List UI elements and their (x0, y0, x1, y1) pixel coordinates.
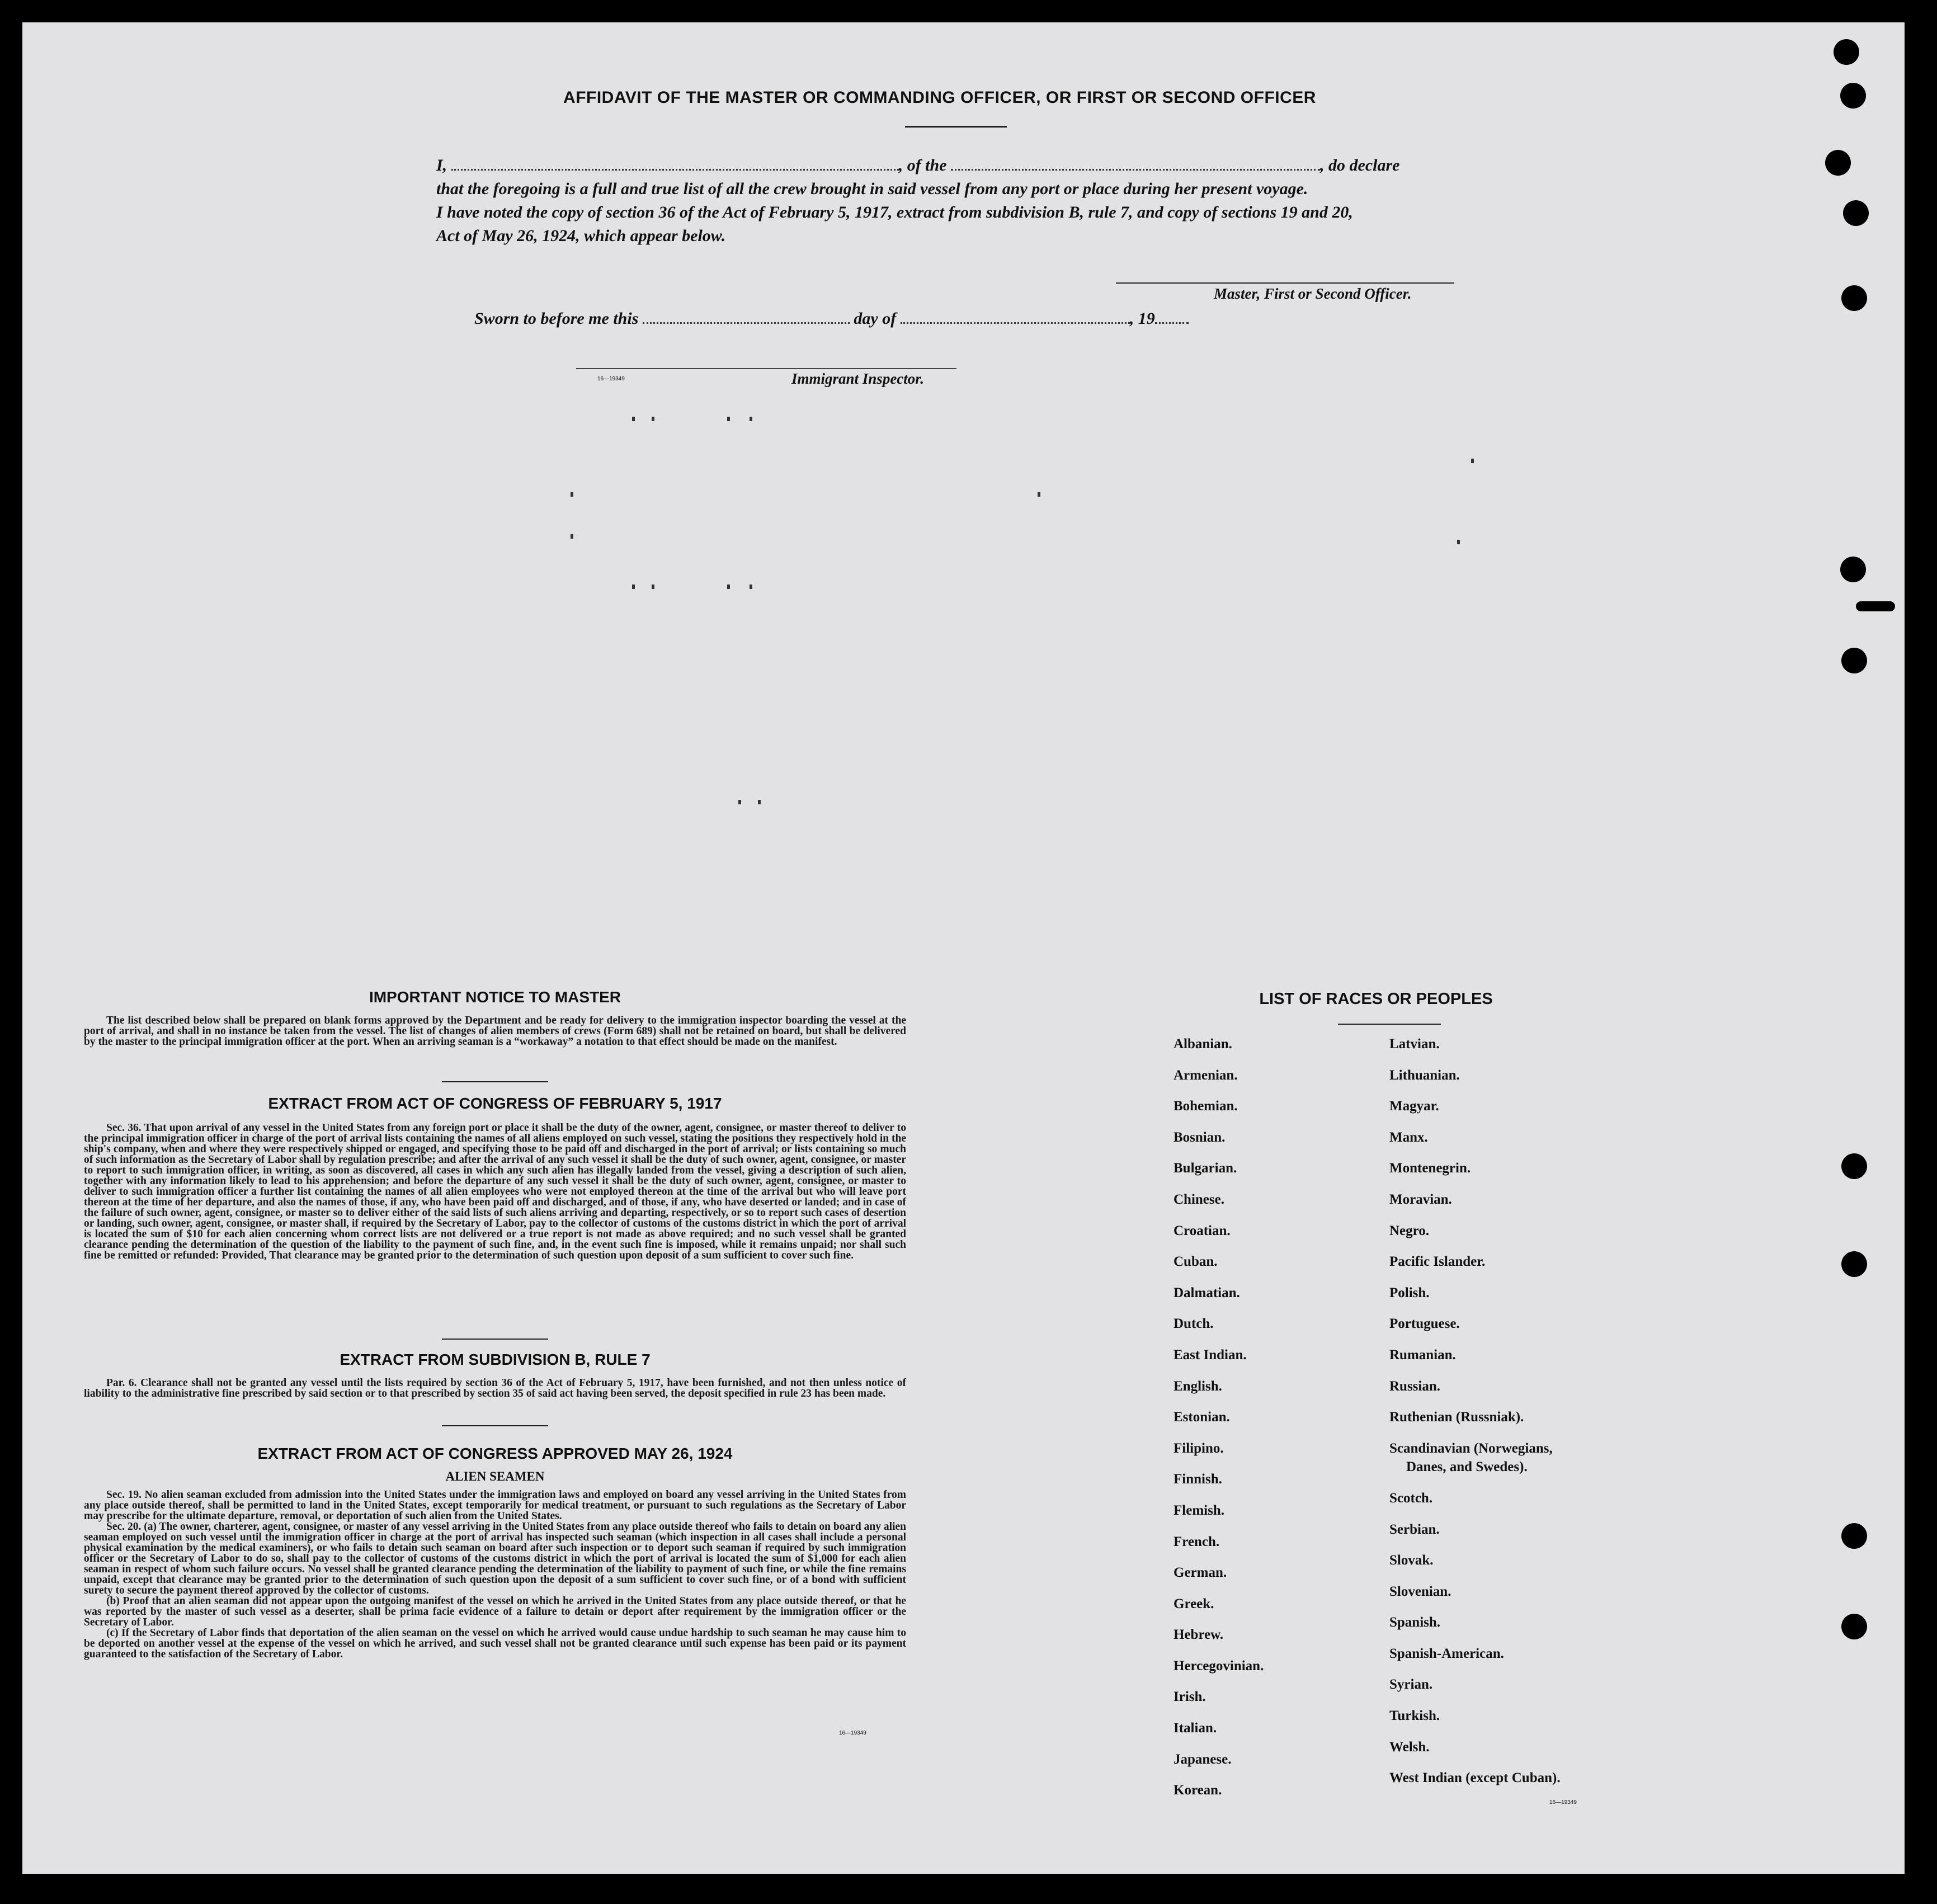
extract-1924-body (84, 1490, 906, 1660)
race-item: Pacific Islander. (1389, 1254, 1486, 1270)
races-form-number: 16—19349 (1549, 1799, 1577, 1806)
race-item: Scandinavian (Norwegians, (1389, 1440, 1553, 1456)
extract-1924-title: EXTRACT FROM ACT OF CONGRESS APPROVED MAY 26, 1924 (257, 1445, 733, 1462)
race-item: Polish. (1389, 1285, 1430, 1300)
sworn-year-blank[interactable] (1155, 322, 1189, 324)
race-item: English. (1173, 1378, 1222, 1394)
i-label: I, (436, 156, 447, 175)
extract-form-number: 16—19349 (839, 1730, 866, 1736)
race-item: Cuban. (1173, 1254, 1218, 1270)
race-item: Turkish. (1389, 1708, 1440, 1724)
scan-speck (738, 800, 741, 804)
paper-tear-mark (1856, 601, 1895, 611)
race-item: Latvian. (1389, 1036, 1440, 1052)
race-item: French. (1173, 1534, 1220, 1549)
races-column-2 (1389, 1036, 1736, 1802)
notice-text: The list described below shall be prepared on blank forms approved by the Department and be ready for delivery to the immigration inspector boarding the vessel at the port of arrival, and shall in no instance be taken from the vessel. The list of changes of alien members of crews (Form 689) shall not be retained on board, but shall be delivered by the master to the principal immigration officer at the port. When an arriving seaman is a “workaway” a notation to that effect should be made on the manifest. (84, 1015, 906, 1048)
race-item: Dutch. (1173, 1316, 1214, 1332)
binder-hole (1841, 648, 1867, 673)
race-item: Chinese. (1173, 1191, 1224, 1207)
race-item: Syrian. (1389, 1677, 1433, 1693)
sworn-day-blank[interactable] (643, 322, 850, 324)
binder-hole (1841, 1251, 1867, 1277)
inspector-caption: Immigrant Inspector. (791, 370, 925, 387)
scan-speck (1471, 459, 1474, 463)
race-item: Slovak. (1389, 1553, 1434, 1568)
race-item: Hercegovinian. (1173, 1658, 1264, 1674)
race-item: Serbian. (1389, 1521, 1440, 1537)
affidavit-declaration (436, 154, 1482, 248)
races-title-underline (1338, 1024, 1441, 1025)
race-item: Spanish. (1389, 1615, 1441, 1630)
race-item: Welsh. (1389, 1739, 1430, 1755)
sec-19-text: Sec. 19. No alien seaman excluded from admission into the United States under the immigration laws and employed on board any vessel arriving in the United States from any place outside thereof, shall be permitted to land in the United States, except temporarily for medical treatment, or pursuant to such regulations as the Secretary of Labor may prescribe for the ultimate departure, removal, or deportation of such alien from the United States. (84, 1489, 906, 1522)
race-item: Scotch. (1389, 1490, 1433, 1506)
scan-speck (632, 417, 635, 421)
notice-title: IMPORTANT NOTICE TO MASTER (369, 988, 621, 1006)
sec-20b-text: (b) Proof that an alien seaman did not appear upon the outgoing manifest of the vessel on which he arrived in the United States from any place outside thereof, or that he was reported by the master of such vessel as a deserter, shall be prima facie evidence of a failure to detain or deport after requirement by the immigration officer or the Secretary of Labor. (84, 1595, 906, 1628)
extract-1917-text: Sec. 36. That upon arrival of any vessel in the United States from any foreign port or place it shall be the duty of the owner, agent, consignee, or master thereof to deliver to the principal immigration officer in charge of the port of arrival lists containing the names of all aliens employed on such vessel, stating the positions they respectively hold in the ship's company, when and where they were respectively shipped or engaged, and specifying those to be paid off and discharged in the port of arrival; or lists containing so much of such information as the Secretary of Labor shall by regulation prescribe; and after the arrival of any such vessel it shall be the duty of such owner, agent, consignee, or master to report to such immigration officer, in writing, as soon as discovered, all cases in which any such alien has illegally landed from the vessel, giving a description of such alien, together with any information likely to lead to his apprehension; and before the departure of any such vessel it shall be the duty of such owner, agent, consignee, or master to deliver to such immigration officer a further list containing the names of all alien employees who were not employed thereon at the time of the arrival but who will leave port thereon at the time of her departure, and also the names of those, if any, who have been paid off and discharged, and of those, if any, who have deserted or landed; and in case of the failure of such owner, agent, consignee, or master so to deliver either of the said lists of such aliens arriving and departing, respectively, or so to report such cases of desertion or landing, such owner, agent, consignee, or master shall, if required by the Secretary of Labor, pay to the collector of customs of the customs district in which the port of arrival is located the sum of $10 for each alien concerning whom correct lists are not delivered or a true report is not made as above required; and no such vessel shall be granted clearance pending the determination of the question of the liability to the payment of such fine, and, in the event such fine is imposed, while it remains unpaid; nor shall such fine be remitted or refunded: Provided, That clearance may be granted prior to the determination of such question upon deposit of a sum sufficient to cover such fine. (84, 1122, 906, 1261)
binder-hole (1825, 150, 1851, 176)
binder-hole (1840, 83, 1866, 109)
sworn-day-of: day of (854, 309, 897, 328)
name-blank[interactable] (451, 169, 899, 171)
race-item: Danes, and Swedes). (1406, 1459, 1528, 1475)
declaration-line-4: Act of May 26, 1924, which appear below. (436, 227, 726, 245)
scan-speck (758, 800, 761, 804)
scan-speck (750, 417, 752, 421)
race-item: Korean. (1173, 1783, 1222, 1798)
declaration-line-3: I have noted the copy of section 36 of the Act of February 5, 1917, extract from subdivision B, rule 7, and copy of sections 19 and 20, (436, 203, 1353, 221)
extract-rule7-title: EXTRACT FROM SUBDIVISION B, RULE 7 (340, 1351, 651, 1368)
binder-hole (1841, 1153, 1867, 1179)
scan-speck (727, 585, 730, 589)
master-signature-line[interactable] (1116, 282, 1454, 284)
binder-hole (1841, 1523, 1867, 1549)
scan-speck (571, 534, 573, 539)
race-item: Filipino. (1173, 1440, 1224, 1456)
sworn-line (474, 309, 1189, 328)
race-item: Spanish-American. (1389, 1646, 1504, 1661)
race-item: Manx. (1389, 1129, 1428, 1145)
scan-speck (632, 585, 635, 589)
race-item: Portuguese. (1389, 1316, 1460, 1332)
master-signature-caption: Master, First or Second Officer. (1214, 285, 1412, 302)
section-divider (442, 1081, 548, 1082)
sworn-month-blank[interactable] (901, 322, 1130, 324)
race-item: Bohemian. (1173, 1099, 1238, 1114)
binder-hole (1834, 39, 1859, 65)
scan-speck (1038, 492, 1040, 497)
of-the-label: , of the (898, 156, 947, 175)
race-item: Japanese. (1173, 1751, 1232, 1767)
race-item: Montenegrin. (1389, 1161, 1471, 1176)
scan-speck (1457, 540, 1460, 544)
race-item: Moravian. (1389, 1191, 1452, 1207)
scan-speck (652, 417, 654, 421)
races-title: LIST OF RACES OR PEOPLES (1259, 990, 1493, 1008)
extract-1917-title: EXTRACT FROM ACT OF CONGRESS OF FEBRUARY 5, 1917 (268, 1095, 722, 1112)
race-item: Negro. (1389, 1223, 1430, 1238)
scan-speck (750, 585, 752, 589)
binder-hole (1840, 557, 1866, 582)
race-item: Flemish. (1173, 1502, 1224, 1518)
scan-speck (727, 417, 730, 421)
race-item: Lithuanian. (1389, 1067, 1460, 1083)
race-item: Albanian. (1173, 1036, 1232, 1052)
section-divider (442, 1339, 548, 1340)
race-item: Hebrew. (1173, 1627, 1224, 1643)
scan-speck (652, 585, 654, 589)
race-item: Russian. (1389, 1378, 1441, 1394)
extract-1924-subtitle: ALIEN SEAMEN (445, 1469, 545, 1483)
race-item: West Indian (except Cuban). (1389, 1770, 1561, 1786)
race-item: Dalmatian. (1173, 1285, 1240, 1300)
race-item: Armenian. (1173, 1067, 1238, 1083)
race-item: Slovenian. (1389, 1583, 1451, 1599)
race-item: Irish. (1173, 1689, 1206, 1705)
declaration-line-2: that the foregoing is a full and true list of all the crew brought in said vessel from any port or place during her present voyage. (436, 180, 1308, 198)
race-item: Finnish. (1173, 1472, 1222, 1487)
binder-hole (1841, 1614, 1867, 1639)
scan-speck (571, 492, 573, 497)
sworn-year: , 19 (1129, 309, 1155, 328)
affidavit-form-number: 16—19349 (597, 376, 625, 382)
declaration-line-1 (436, 154, 1482, 177)
race-item: Magyar. (1389, 1099, 1439, 1114)
binder-hole (1843, 200, 1869, 226)
inspector-signature-line[interactable] (576, 368, 956, 369)
vessel-blank[interactable] (951, 169, 1320, 171)
race-item: Rumanian. (1389, 1347, 1456, 1363)
race-item: Estonian. (1173, 1410, 1230, 1425)
race-item: German. (1173, 1565, 1227, 1581)
title-underline (905, 126, 1007, 128)
race-item: Bulgarian. (1173, 1161, 1237, 1176)
race-item: Ruthenian (Russniak). (1389, 1410, 1524, 1425)
sec-20a-text: Sec. 20. (a) The owner, charterer, agent, consignee, or master of any vessel arriving in the United States from any place outside thereof who fails to detain on board any alien seaman employed on such vessel until the immigration officer in charge at the port of arrival has inspected such seaman (which inspection in all cases shall include a personal physical examination by the medical examiners), or who fails to detain such seaman on board after such inspection or to deport such seaman if required by such immigration officer or the Secretary of Labor to do so, shall pay to the collector of customs of the customs district in which the port of arrival is located the sum of $1,000 for each alien seaman in respect of whom such failure occurs. No vessel shall be granted clearance pending the determination of the liability to payment of such fine, or while the fine remains unpaid, except that clearance may be granted prior to the determination of such question upon the deposit of a sum sufficient to cover such fine, or of a bond with sufficient surety to secure the payment thereof approved by the collector of customs. (84, 1521, 906, 1596)
binder-hole (1841, 285, 1867, 311)
race-item: Bosnian. (1173, 1129, 1226, 1145)
affidavit-title: AFFIDAVIT OF THE MASTER OR COMMANDING OFFICER, OR FIRST OR SECOND OFFICER (563, 88, 1316, 107)
race-item: Croatian. (1173, 1223, 1231, 1238)
race-item: Greek. (1173, 1596, 1214, 1611)
sworn-prefix: Sworn to before me this (474, 309, 639, 328)
race-item: East Indian. (1173, 1347, 1247, 1363)
extract-rule7-text: Par. 6. Clearance shall not be granted any vessel until the lists required by section 36 of the Act of February 5, 1917, have been furnished, and not then unless notice of liability to the administrative fine prescribed by said section or to that prescribed by section 35 of said act having been served, the deposit specified in rule 23 has been made. (84, 1377, 906, 1399)
declare-label: , do declare (1320, 156, 1400, 175)
section-divider (442, 1425, 548, 1426)
sec-20c-text: (c) If the Secretary of Labor finds that deportation of the alien seaman on the vessel on which he arrived would cause undue hardship to such seaman he may cause him to be deported on another vessel at the expense of the vessel on which he arrived, and such vessel shall not be granted clearance until such expense has been paid or its payment guaranteed to the satisfaction of the Secretary of Labor. (84, 1627, 906, 1660)
race-item: Italian. (1173, 1721, 1217, 1736)
